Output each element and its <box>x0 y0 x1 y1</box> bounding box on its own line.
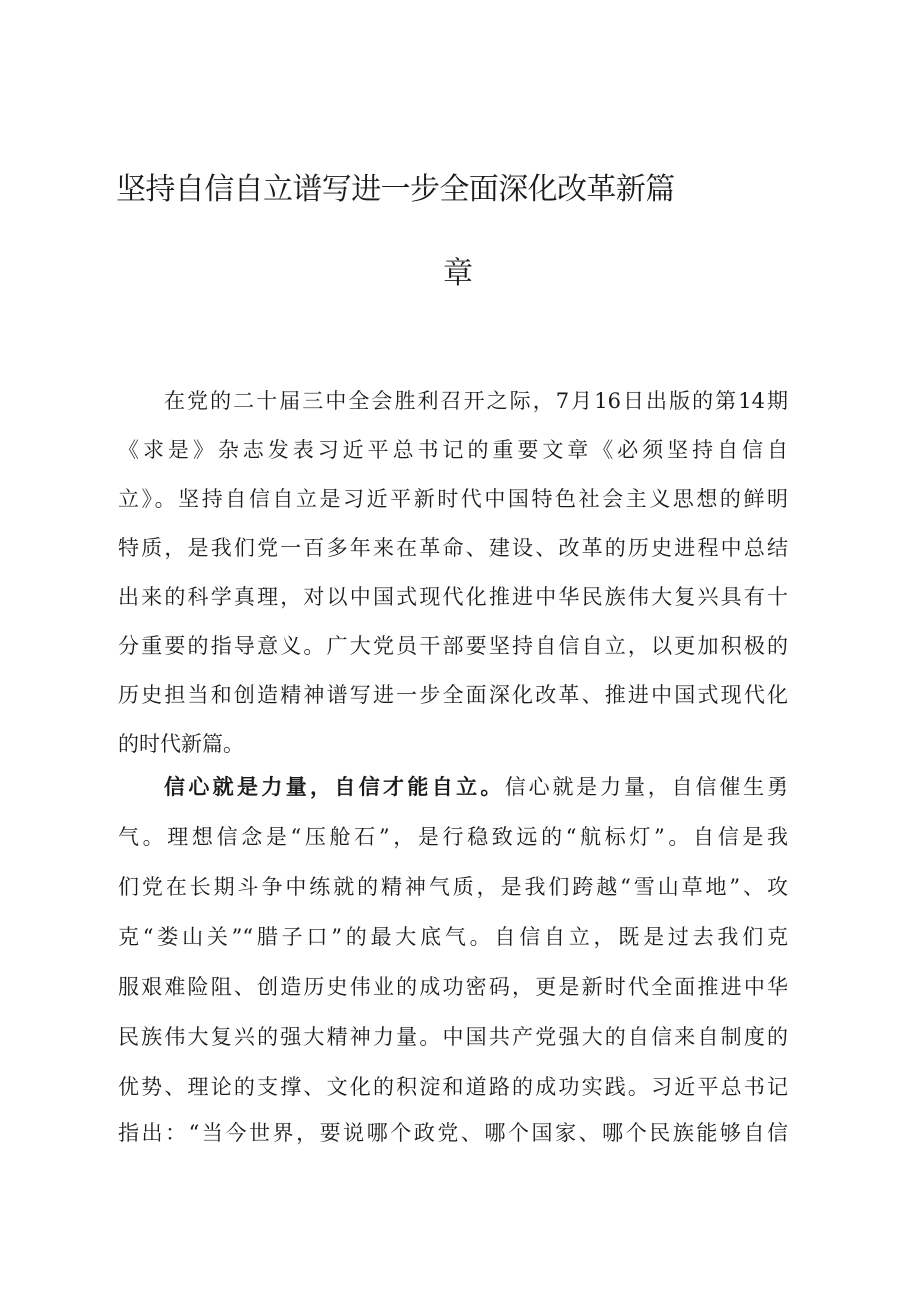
paragraph-2-line: 民族伟大复兴的强大精神力量。中国共产党强大的自信来自制度的 <box>118 1025 788 1049</box>
document-title-line-2: 章 <box>443 256 473 291</box>
paragraph-2-line: 服艰难险阻、创造历史伟业的成功密码，更是新时代全面推进中华 <box>118 975 788 999</box>
paragraph-2-line: 克“娄山关”“腊子口”的最大底气。自信自立，既是过去我们克 <box>118 925 788 949</box>
paragraph-2-line: 气。理想信念是“压舱石”，是行稳致远的“航标灯”。自信是我 <box>118 825 788 849</box>
paragraph-1-line: 《求是》杂志发表习近平总书记的重要文章《必须坚持自信自 <box>118 438 788 462</box>
paragraph-1-line: 历史担当和创造精神谱写进一步全面深化改革、推进中国式现代化 <box>118 683 788 707</box>
paragraph-2-line: 指出：“当今世界，要说哪个政党、哪个国家、哪个民族能够自信 <box>118 1121 788 1145</box>
paragraph-1-line: 在党的二十届三中全会胜利召开之际，7月16日出版的第14期 <box>164 389 788 413</box>
document-title-line-1: 坚持自信自立谱写进一步全面深化改革新篇 <box>116 172 675 207</box>
paragraph-1-line: 分重要的指导意义。广大党员干部要坚持自信自立，以更加积极的 <box>118 634 788 658</box>
paragraph-2-first-line <box>164 772 788 802</box>
paragraph-2-line: 优势、理论的支撑、文化的积淀和道路的成功实践。习近平总书记 <box>118 1075 788 1099</box>
paragraph-2-heading: 信心就是力量，自信才能自立。 <box>164 775 505 799</box>
paragraph-1-line: 立》。坚持自信自立是习近平新时代中国特色社会主义思想的鲜明 <box>118 487 788 511</box>
paragraph-1-line: 特质，是我们党一百多年来在革命、建设、改革的历史进程中总结 <box>118 536 788 560</box>
paragraph-1-line: 的时代新篇。 <box>118 732 244 756</box>
paragraph-1-line: 出来的科学真理，对以中国式现代化推进中华民族伟大复兴具有十 <box>118 585 788 609</box>
paragraph-2-first-rest: 信心就是力量，自信催生勇 <box>504 775 789 799</box>
paragraph-2-line: 们党在长期斗争中练就的精神气质，是我们跨越“雪山草地”、攻 <box>118 875 788 899</box>
